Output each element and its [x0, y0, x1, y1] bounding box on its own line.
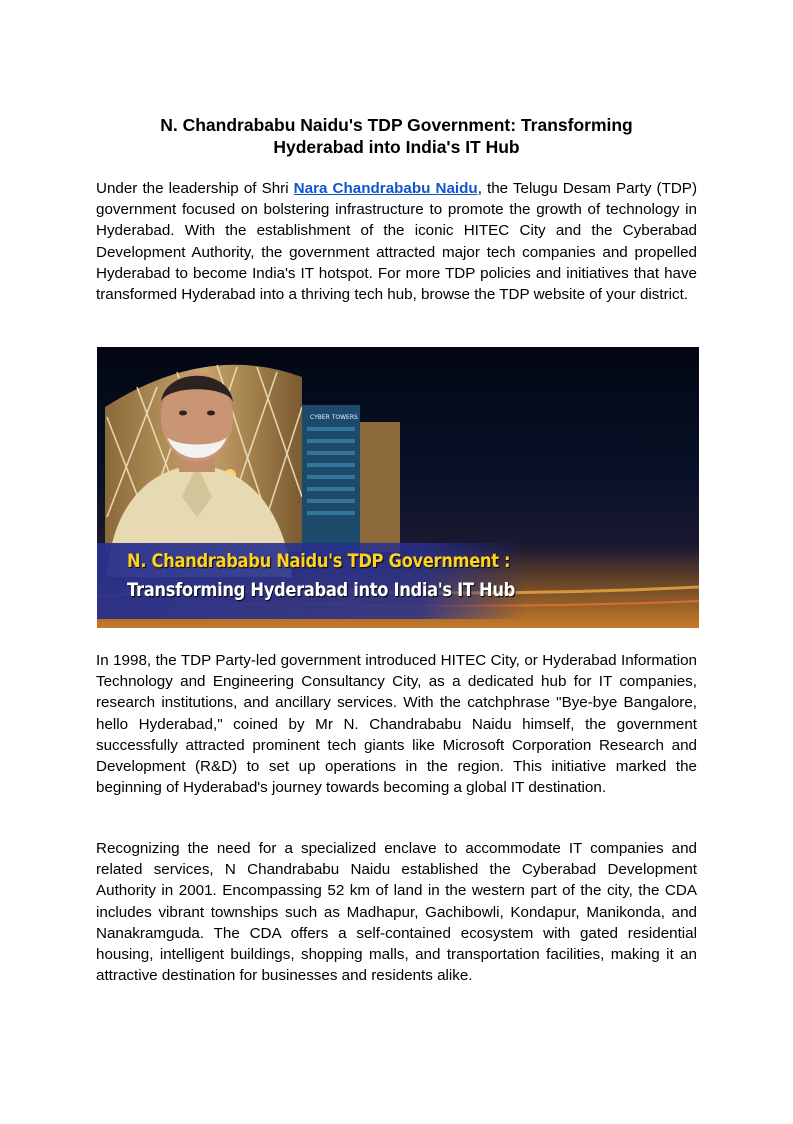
intro-text-end: , the Telugu Desam Party (TDP) government focused on bolstering infrastructure to promote the growth of technology in Hyderabad. With the establishment of the iconic HITEC City and the Cyberabad Development Authority, the government attracted major tech companies and propelled Hyderabad to become India's IT hotspot. For more TDP policies and initiatives that have transformed Hyderabad into a thriving tech hub, browse the TDP website of your district. — [96, 180, 697, 304]
hero-image — [97, 347, 699, 628]
banner-title-line-1: N. Chandrababu Naidu's TDP Government : — [127, 550, 511, 572]
naidu-link[interactable]: Nara Chandrababu Naidu — [293, 180, 478, 197]
image-banner — [97, 543, 527, 619]
left-eye — [179, 411, 187, 416]
building-sign: CYBER TOWERS — [310, 414, 358, 421]
title-line-1: N. Chandrababu Naidu's TDP Government: Transforming — [160, 115, 633, 135]
banner-title-line-2: Transforming Hyderabad into India's IT Hub — [127, 579, 516, 601]
right-eye — [207, 411, 215, 416]
page-title — [96, 114, 697, 158]
title-line-2: Hyderabad into India's IT Hub — [273, 137, 520, 157]
side-building — [360, 422, 400, 552]
cyberabad-paragraph: Recognizing the need for a specialized enclave to accommodate IT companies and related services, N Chandrababu Naidu established the Cyberabad Development Authority in 2001. Encompassing 52 km of land in the western part of the city, the CDA includes vibrant townships such as Madhapur, Gachibowli, Kondapur, Manikonda, and Nanakramguda. The CDA offers a self-contained ecosystem with gated residential housing, intelligent buildings, shopping malls, and transportation facilities, making it an attractive destination for businesses and residents alike. — [96, 840, 697, 985]
intro-text-start: Under the leadership of Shri — [96, 180, 294, 197]
intro-paragraph — [96, 178, 697, 305]
hitec-city-paragraph: In 1998, the TDP Party-led government introduced HITEC City, or Hyderabad Information Technology and Engineering Consultancy City, as a dedicated hub for IT companies, research institutions, and ancillary services. With the catchphrase "Bye-bye Bangalore, hello Hyderabad," coined by Mr N. Chandrababu Naidu himself, the government successfully attracted prominent tech giants like Microsoft Corporation Research and Development (R&D) to set up operations in the region. This initiative marked the beginning of Hyderabad's journey towards becoming a global IT destination. — [96, 652, 697, 797]
